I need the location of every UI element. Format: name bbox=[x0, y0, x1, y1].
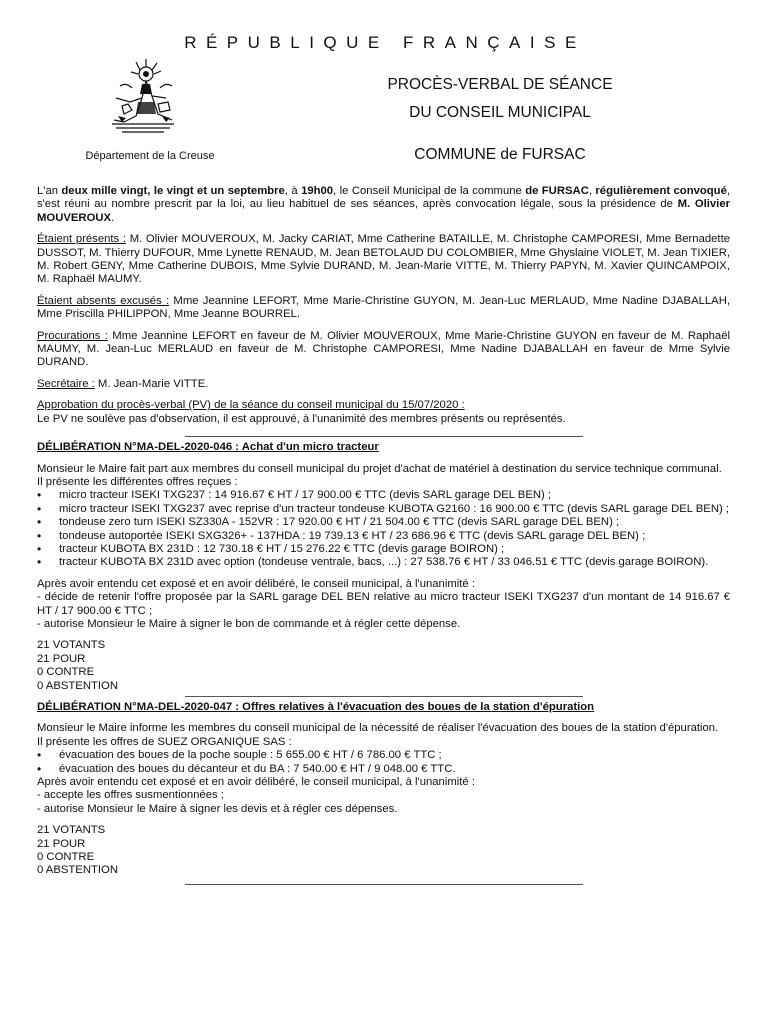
deliberation-1-offers bbox=[37, 489, 730, 569]
procurations-label: Procurations : bbox=[37, 329, 108, 342]
secretaire-label: Secrétaire : bbox=[37, 377, 95, 390]
deliberation-2-decision: - autorise Monsieur le Maire à signer les devis et à régler ces dépenses. bbox=[37, 802, 398, 815]
list-item: • tracteur KUBOTA BX 231D : 12 730.18 € HT / 15 276.22 € TTC (devis garage BOIRON) ; bbox=[37, 543, 730, 556]
commune-name: de FURSAC bbox=[525, 185, 589, 197]
vote-count: 0 ABSTENTION bbox=[37, 864, 118, 877]
deliberation-1-intro: Monsieur le Maire fait part aux membres du conseil municipal du projet d'achat de matériel à destination du service technique communal. bbox=[37, 462, 722, 475]
deliberation-2-offers-intro: Il présente les offres de SUEZ ORGANIQUE SAS : bbox=[37, 735, 292, 748]
vote-count: 21 VOTANTS bbox=[37, 824, 106, 837]
separator-line bbox=[185, 884, 583, 885]
deliberation-1-votes bbox=[37, 639, 730, 693]
list-item: • tracteur KUBOTA BX 231D avec option (tondeuse ventrale, bacs, ...) : 27 538.76 € HT / 33 046.51 € TTC (devis garage BOIRON). bbox=[37, 556, 730, 569]
republique-header: RÉPUBLIQUE FRANÇAISE bbox=[184, 33, 586, 52]
list-item: • évacuation des boues de la poche souple : 5 655.00 € HT / 6 786.00 € TTC ; bbox=[37, 749, 730, 762]
vote-count: 0 CONTRE bbox=[37, 851, 95, 864]
vote-count: 21 POUR bbox=[37, 837, 86, 850]
list-item: • micro tracteur ISEKI TXG237 avec reprise d'un tracteur tondeuse KUBOTA G2160 : 16 900.00 € TTC (devis SARL garage DEL BEN) ; bbox=[37, 503, 730, 516]
deliberation-1-decision: - autorise Monsieur le Maire à signer le bon de commande et à régler cette dépense. bbox=[37, 617, 461, 630]
marianne-logo bbox=[102, 58, 184, 140]
deliberation-2-offers bbox=[37, 749, 730, 776]
deliberation-2-intro: Monsieur le Maire informe les membres du conseil municipal de la nécessité de réaliser l'évacuation des boues de la station d'épuration. bbox=[37, 722, 719, 735]
presents-label: Étaient présents : bbox=[37, 233, 127, 246]
deliberation-2-decision-intro: Après avoir entendu cet exposé et en avoir délibéré, le conseil municipal, à l'unanimité : bbox=[37, 776, 475, 789]
deliberation-1-decision-intro: Après avoir entendu cet exposé et en avoir délibéré, le conseil municipal, à l'unanimité : bbox=[37, 577, 475, 590]
vote-count: 0 CONTRE bbox=[37, 666, 95, 679]
deliberation-2-votes bbox=[37, 824, 730, 878]
document-body bbox=[37, 185, 730, 889]
approbation-text: Le PV ne soulève pas d'observation, il est approuvé, à l'unanimité des membres présents ou représentés. bbox=[37, 412, 566, 425]
intro-paragraph: L'an deux mille vingt, le vingt et un septembre, à 19h00, le Conseil Municipal de la commune de FURSAC, régulièrement convoqué, s'est réuni au nombre prescrit par la loi, au lieu habituel de ses séances, après convocation légale, sous la présidence de M. Olivier MOUVEROUX. bbox=[37, 185, 731, 224]
separator-line bbox=[185, 436, 583, 437]
vote-count: 21 POUR bbox=[37, 652, 86, 665]
department-label: Département de la Creuse bbox=[85, 150, 215, 162]
list-item: • micro tracteur ISEKI TXG237 : 14 916.67 € HT / 17 900.00 € TTC (devis SARL garage DEL BEN) ; bbox=[37, 489, 730, 502]
vote-count: 21 VOTANTS bbox=[37, 639, 106, 652]
commune-title: COMMUNE de FURSAC bbox=[414, 146, 586, 163]
absents-paragraph: Étaient absents excusés : Mme Jeannine LEFORT, Mme Marie-Christine GUYON, M. Jean-Luc MERLAUD, Mme Nadine DJABALLAH, Mme Priscilla PHILIPPON, Mme Jeanne BOURREL. bbox=[37, 294, 730, 321]
title-line-1: PROCÈS-VERBAL DE SÉANCE bbox=[387, 76, 613, 93]
list-item: • évacuation des boues du décanteur et du BA : 7 540.00 € HT / 9 048.00 € TTC. bbox=[37, 763, 730, 776]
approbation-heading: Approbation du procès-verbal (PV) de la séance du conseil municipal du 15/07/2020 : bbox=[37, 399, 465, 412]
deliberation-1-decision: - décide de retenir l'offre proposée par la SARL garage DEL BEN relative au micro tracteur ISEKI TXG237 d'un montant de 14 916.67 € HT / 17 900.00 € TTC ; bbox=[37, 591, 730, 617]
deliberation-1-title: DÉLIBÉRATION N°MA-DEL-2020-046 : Achat d'un micro tracteur bbox=[37, 441, 379, 454]
separator-line bbox=[185, 696, 583, 697]
president-name: M. Olivier MOUVEROUX bbox=[37, 198, 730, 224]
presents-paragraph: Étaient présents : M. Olivier MOUVEROUX, M. Jacky CARIAT, Mme Catherine BATAILLE, M. Christophe CAMPORESI, Mme Bernadette DUSSOT, M. Thierry DUFOUR, Mme Lynette RENAUD, M. Jean BETOLAUD DU COLOMBIER, Mme Ghyslaine VIOLET, M. Jean TIXIER, M. Robert GENY, Mme Catherine DUBOIS, Mme Sylvie DURAND, M. Jean-Marie VITTE, M. Thierry PAPYN, M. Xavier QUINCAMPOIX, M. Raphaël MAUMY. bbox=[37, 233, 730, 286]
procurations-paragraph: Procurations : Mme Jeannine LEFORT en faveur de M. Olivier MOUVEROUX, Mme Marie-Christine GUYON en faveur de M. Raphaël MAUMY, M. Jean-Luc MERLAUD en faveur de M. Christophe CAMPORESI, Mme Nadine DJABALLAH en faveur de Mme Sylvie DURAND. bbox=[37, 329, 730, 369]
deliberation-1-offers-intro: Il présente les différentes offres reçues : bbox=[37, 475, 238, 488]
secretaire-paragraph: Secrétaire : M. Jean-Marie VITTE. bbox=[37, 377, 209, 390]
list-item: • tondeuse zero turn ISEKI SZ330A - 152VR : 17 920.00 € HT / 21 504.00 € TTC (devis SARL garage DEL BEN) ; bbox=[37, 516, 730, 529]
session-time: 19h00 bbox=[301, 185, 334, 197]
deliberation-2-title: DÉLIBÉRATION N°MA-DEL-2020-047 : Offres relatives à l'évacuation des boues de la station d'épuration bbox=[37, 701, 595, 713]
title-line-2: DU CONSEIL MUNICIPAL bbox=[409, 104, 591, 121]
absents-label: Étaient absents excusés : bbox=[37, 294, 170, 307]
deliberation-2-decision: - accepte les offres susmentionnées ; bbox=[37, 789, 224, 802]
convocation: régulièrement convoqué bbox=[595, 185, 727, 197]
session-date: deux mille vingt, le vingt et un septembre bbox=[61, 185, 285, 197]
vote-count: 0 ABSTENTION bbox=[37, 679, 118, 692]
list-item: • tondeuse autoportée ISEKI SXG326+ - 137HDA : 19 739.13 € HT / 23 686.96 € TTC (devis SARL garage DEL BEN) ; bbox=[37, 530, 730, 543]
